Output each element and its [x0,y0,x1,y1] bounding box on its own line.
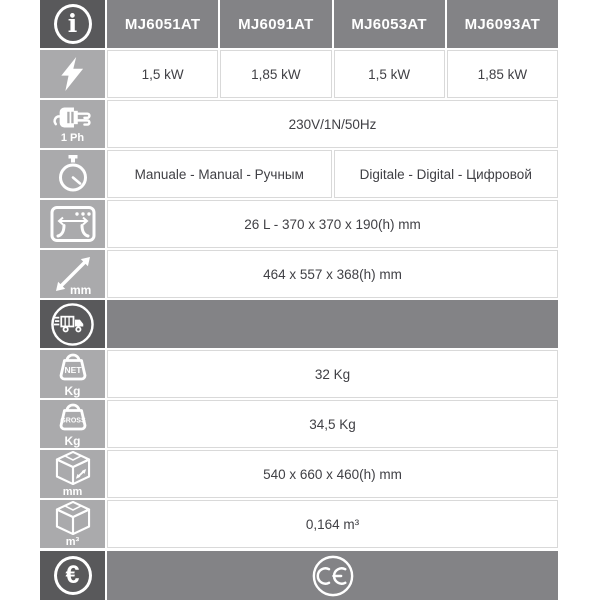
net-weight-value: 32 Kg [107,350,558,398]
oven-chamber-icon [50,205,96,243]
shipping-section-row [40,300,558,348]
packing-dimensions-value: 540 x 660 x 460(h) mm [107,450,558,498]
euro-icon [54,556,92,595]
net-weight-row [40,350,558,398]
header-row [40,0,558,48]
model-header-4: MJ6093AT [447,0,558,48]
net-weight-icon-cell [40,350,105,398]
shipping-icon-cell [40,300,105,348]
gross-kg-label: Kg [64,433,81,448]
gross-weight-row [40,400,558,448]
power-value-1: 1,5 kW [107,50,218,98]
model-header-1: MJ6051AT [107,0,218,48]
packing-m3-label: m³ [65,535,80,548]
gross-weight-icon-cell [40,400,105,448]
gross-label: GROSS [59,417,86,424]
box-mm-icon [52,451,94,485]
price-icon-cell [40,551,105,600]
external-dimensions-icon-cell [40,250,105,298]
gross-weight-icon [52,402,94,433]
shipping-section-bar [107,300,558,348]
certification-row [40,551,558,600]
control-row [40,150,558,198]
electrical-row [40,100,558,148]
diagonal-arrow-mm-label: mm [69,283,91,295]
external-dimensions-value: 464 x 557 x 368(h) mm [107,250,558,298]
box-m3-icon [52,501,94,535]
power-value-2: 1,85 kW [220,50,331,98]
model-header-3: MJ6053AT [334,0,445,48]
power-value-4: 1,85 kW [447,50,558,98]
chamber-icon-cell [40,200,105,248]
packing-dimensions-icon-cell [40,450,105,498]
control-digital: Digitale - Digital - Цифровой [334,150,559,198]
electrical-icon-cell [40,100,105,148]
certification-bar [107,551,558,600]
info-cell [40,0,105,48]
net-weight-icon [52,352,94,383]
control-icon-cell [40,150,105,198]
power-icon-cell [40,50,105,98]
power-value-3: 1,5 kW [334,50,445,98]
net-kg-label: Kg [64,383,81,398]
chamber-value: 26 L - 370 x 370 x 190(h) mm [107,200,558,248]
truck-icon [50,302,95,347]
packing-mm-label: mm [62,485,83,498]
packing-volume-icon-cell [40,500,105,548]
external-dimensions-row [40,250,558,298]
net-label: NET [64,364,81,375]
packing-dimensions-row [40,450,558,498]
control-manual: Manuale - Manual - Ручным [107,150,332,198]
info-glyph: i [67,8,78,38]
packing-volume-row [40,500,558,548]
plug-icon [52,104,94,131]
phase-label: 1 Ph [60,132,85,144]
lightning-bolt-icon [61,57,85,91]
electrical-value: 230V/1N/50Hz [107,100,558,148]
stopwatch-icon [56,155,90,193]
chamber-row [40,200,558,248]
ce-mark-icon [311,554,355,598]
info-icon [54,4,92,44]
power-row [40,50,558,98]
model-header-2: MJ6091AT [220,0,331,48]
euro-glyph: € [65,560,80,589]
gross-weight-value: 34,5 Kg [107,400,558,448]
packing-volume-value: 0,164 m³ [107,500,558,548]
diagonal-arrow-icon [52,253,94,295]
